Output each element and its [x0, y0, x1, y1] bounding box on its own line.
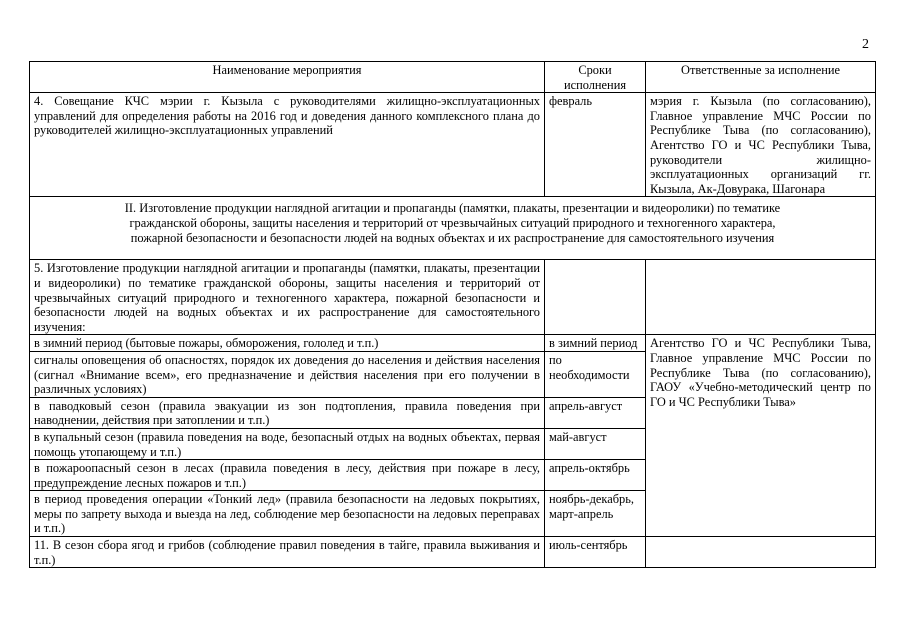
row11-responsible: [646, 537, 876, 568]
header-term: Сроки исполнения: [545, 62, 646, 93]
row5-responsible: [646, 260, 876, 335]
header-name: Наименование мероприятия: [30, 62, 545, 93]
subitem-term: в зимний период: [545, 335, 646, 352]
events-table: [29, 61, 876, 568]
table-row: [30, 537, 876, 568]
header-responsible: Ответственные за исполнение: [646, 62, 876, 93]
table-row: [30, 260, 876, 335]
section-heading-row: [30, 197, 876, 260]
row4-name: 4. Совещание КЧС мэрии г. Кызыла с руководителями жилищно-эксплуатационных управлений для определения работы на 2016 год и доведения данного комплексного плана до руководителей жилищно-эксплуатационных управлений: [30, 93, 545, 197]
subitem-name: в зимний период (бытовые пожары, обморожения, гололед и т.п.): [30, 335, 545, 352]
row11-name: 11. В сезон сбора ягод и грибов (соблюдение правил поведения в тайге, правила выживания и т.п.): [30, 537, 545, 568]
subitem-name: в пожароопасный сезон в лесах (правила поведения в лесу, действия при пожаре в лесу, предупреждение лесных пожаров и т.п.): [30, 460, 545, 491]
subitem-term: по необходимости: [545, 351, 646, 397]
row5-name: 5. Изготовление продукции наглядной агитации и пропаганды (памятки, плакаты, презентации и видеоролики) по тематике гражданской обороны, защиты населения и территорий от чрезвычайных ситуаций природного и техногенного характера, пожарной безопасности и безопасности людей на водных объектах и их распространение для самостоятельного изучения:: [30, 260, 545, 335]
row5-term: [545, 260, 646, 335]
subitem-term: ноябрь-декабрь, март-апрель: [545, 491, 646, 537]
subitem-term: апрель-октябрь: [545, 460, 646, 491]
subitem-term: апрель-август: [545, 397, 646, 428]
subitem-term: май-август: [545, 428, 646, 459]
subitem-name: сигналы оповещения об опасностях, порядок их доведения до населения и действия населения (сигнал «Внимание всем», его предназначение и действия населения при его получении в различных условиях): [30, 351, 545, 397]
row4-term: февраль: [545, 93, 646, 197]
row4-responsible: мэрия г. Кызыла (по согласованию), Главное управление МЧС России по Республике Тыва (по согласованию), Агентство ГО и ЧС Республики Тыва, руководители жилищно-эксплуатационных организаций гг. Кызыла, Ак-Довурака, Шагонара: [646, 93, 876, 197]
page-number: 2: [862, 37, 869, 52]
group-responsible: Агентство ГО и ЧС Республики Тыва, Главное управление МЧС России по Республике Тыва (по согласованию), ГАОУ «Учебно-методический центр по ГО и ЧС Республики Тыва»: [646, 335, 876, 537]
table-row: [30, 93, 876, 197]
subitem-name: в период проведения операции «Тонкий лед» (правила безопасности на ледовых покрытиях, меры по запрету выхода и выезда на лед, соблюдение мер безопасности на ледовых переправах и т.п.): [30, 491, 545, 537]
subitem-name: в паводковый сезон (правила эвакуации из зон подтопления, правила поведения при наводнении, действия при затоплении и т.п.): [30, 397, 545, 428]
row11-term: июль-сентябрь: [545, 537, 646, 568]
table-row: [30, 335, 876, 352]
table-header-row: [30, 62, 876, 93]
subitem-name: в купальный сезон (правила поведения на воде, безопасный отдых на водных объектах, первая помощь утопающему и т.п.): [30, 428, 545, 459]
section2-title: II. Изготовление продукции наглядной агитации и пропаганды (памятки, плакаты, презентации и видеоролики) по тематике гражданской обороны, защиты населения и территорий от чрезвычайных ситуаций природного и техногенного характера, пожарной безопасности и безопасности людей на водных объектах и их распространение для самостоятельного изучения: [30, 197, 876, 260]
